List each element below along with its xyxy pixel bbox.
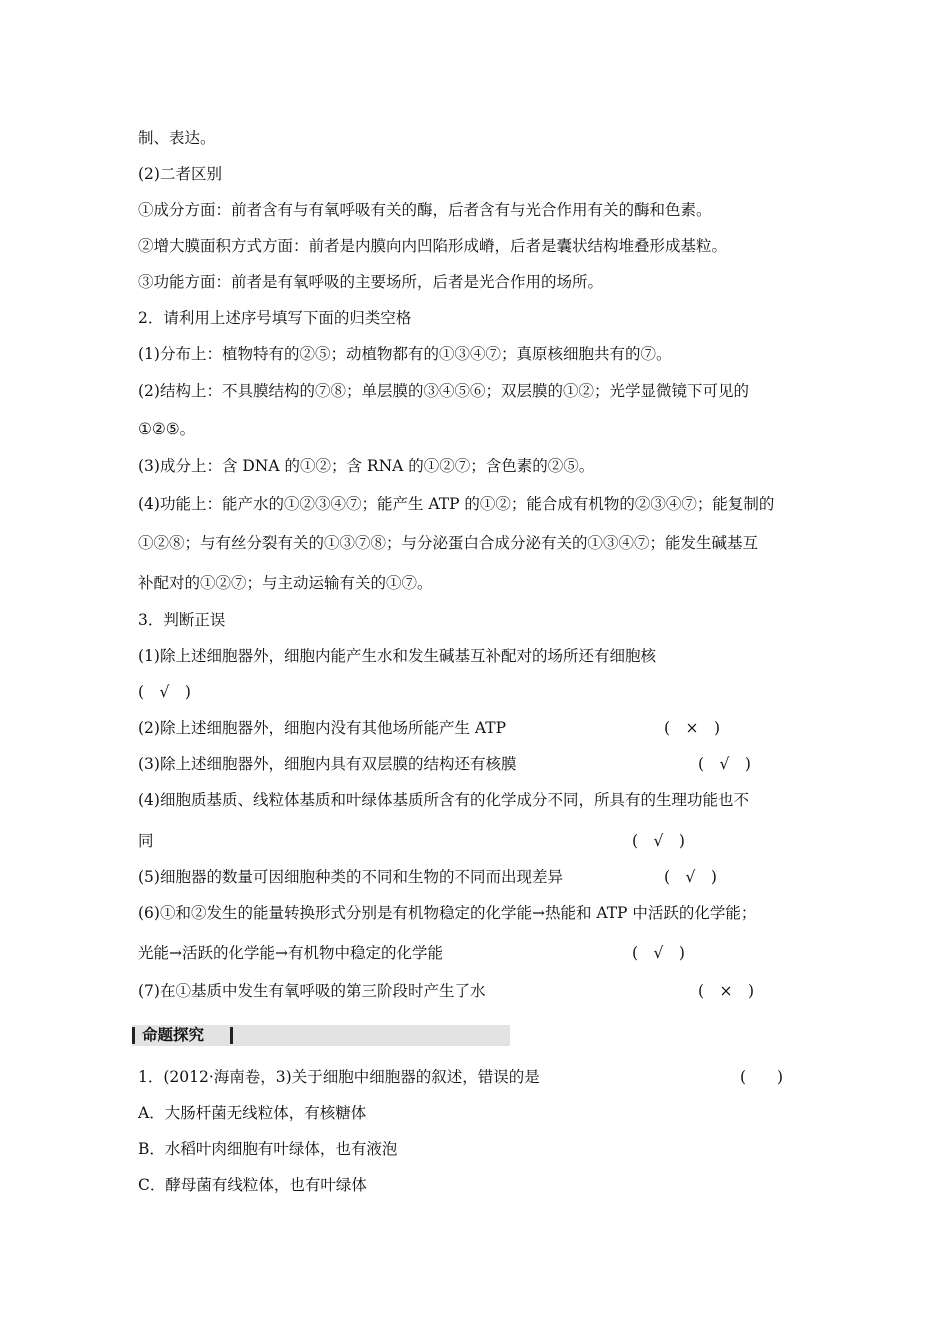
answer-4: ( √ ) — [632, 832, 685, 850]
line-8: ①②⑤。 — [138, 420, 196, 438]
line-3: ②增大膜面积方式方面：前者是内膜向内凹陷形成嵴，后者是囊状结构堆叠形成基粒。 — [138, 237, 728, 255]
line-12: 补配对的①②⑦；与主动运输有关的①⑦。 — [138, 574, 433, 592]
option-c: C．酵母菌有线粒体，也有叶绿体 — [138, 1176, 367, 1194]
line-20: (5)细胞器的数量可因细胞种类的不同和生物的不同而出现差异 — [138, 868, 563, 886]
answer-7: ( × ) — [698, 982, 755, 1000]
line-16: (2)除上述细胞器外，细胞内没有其他场所能产生 ATP — [138, 719, 506, 737]
answer-2: ( × ) — [664, 719, 721, 737]
option-a: A．大肠杆菌无线粒体，有核糖体 — [138, 1104, 367, 1122]
section-marker-right — [230, 1027, 233, 1044]
line-21: (6)①和②发生的能量转换形式分别是有机物稳定的化学能→热能和 ATP 中活跃的化学能； — [138, 904, 757, 922]
line-4: ③功能方面：前者是有氧呼吸的主要场所，后者是光合作用的场所。 — [138, 273, 604, 291]
line-23: (7)在①基质中发生有氧呼吸的第三阶段时产生了水 — [138, 982, 486, 1000]
line-0: 制、表达。 — [138, 129, 216, 147]
line-11: ①②⑧；与有丝分裂有关的①③⑦⑧；与分泌蛋白合成分泌有关的①③④⑦；能发生碱基互 — [138, 534, 759, 552]
answer-6: ( √ ) — [632, 944, 685, 962]
line-17: (3)除上述细胞器外，细胞内具有双层膜的结构还有核膜 — [138, 755, 517, 773]
line-6: (1)分布上：植物特有的②⑤；动植物都有的①③④⑦；真原核细胞共有的⑦。 — [138, 345, 672, 363]
line-9: (3)成分上：含 DNA 的①②；含 RNA 的①②⑦；含色素的②⑤。 — [138, 457, 595, 475]
option-b: B．水稻叶肉细胞有叶绿体，也有液泡 — [138, 1140, 398, 1158]
answer-5: ( √ ) — [664, 868, 717, 886]
line-15: ( √ ) — [138, 683, 191, 701]
question-bracket: ( ) — [740, 1068, 784, 1086]
section-marker-left — [132, 1027, 135, 1044]
answer-3: ( √ ) — [698, 755, 751, 773]
line-1: (2)二者区别 — [138, 165, 222, 183]
line-22: 光能→活跃的化学能→有机物中稳定的化学能 — [138, 944, 443, 962]
line-13: 3．判断正误 — [138, 611, 226, 629]
section-header — [132, 1025, 510, 1046]
line-14: (1)除上述细胞器外，细胞内能产生水和发生碱基互补配对的场所还有细胞核 — [138, 647, 656, 665]
line-10: (4)功能上：能产水的①②③④⑦；能产生 ATP 的①②；能合成有机物的②③④⑦；能复制的 — [138, 495, 775, 513]
line-5: 2．请利用上述序号填写下面的归类空格 — [138, 309, 412, 327]
line-19: 同 — [138, 832, 154, 850]
question-stem: 1．(2012·海南卷，3)关于细胞中细胞器的叙述，错误的是 — [138, 1068, 540, 1086]
section-title: 命题探究 — [142, 1026, 205, 1044]
line-18: (4)细胞质基质、线粒体基质和叶绿体基质所含有的化学成分不同，所具有的生理功能也不 — [138, 791, 749, 809]
line-2: ①成分方面：前者含有与有氧呼吸有关的酶，后者含有与光合作用有关的酶和色素。 — [138, 201, 712, 219]
line-7: (2)结构上：不具膜结构的⑦⑧；单层膜的③④⑤⑥；双层膜的①②；光学显微镜下可见的 — [138, 382, 749, 400]
